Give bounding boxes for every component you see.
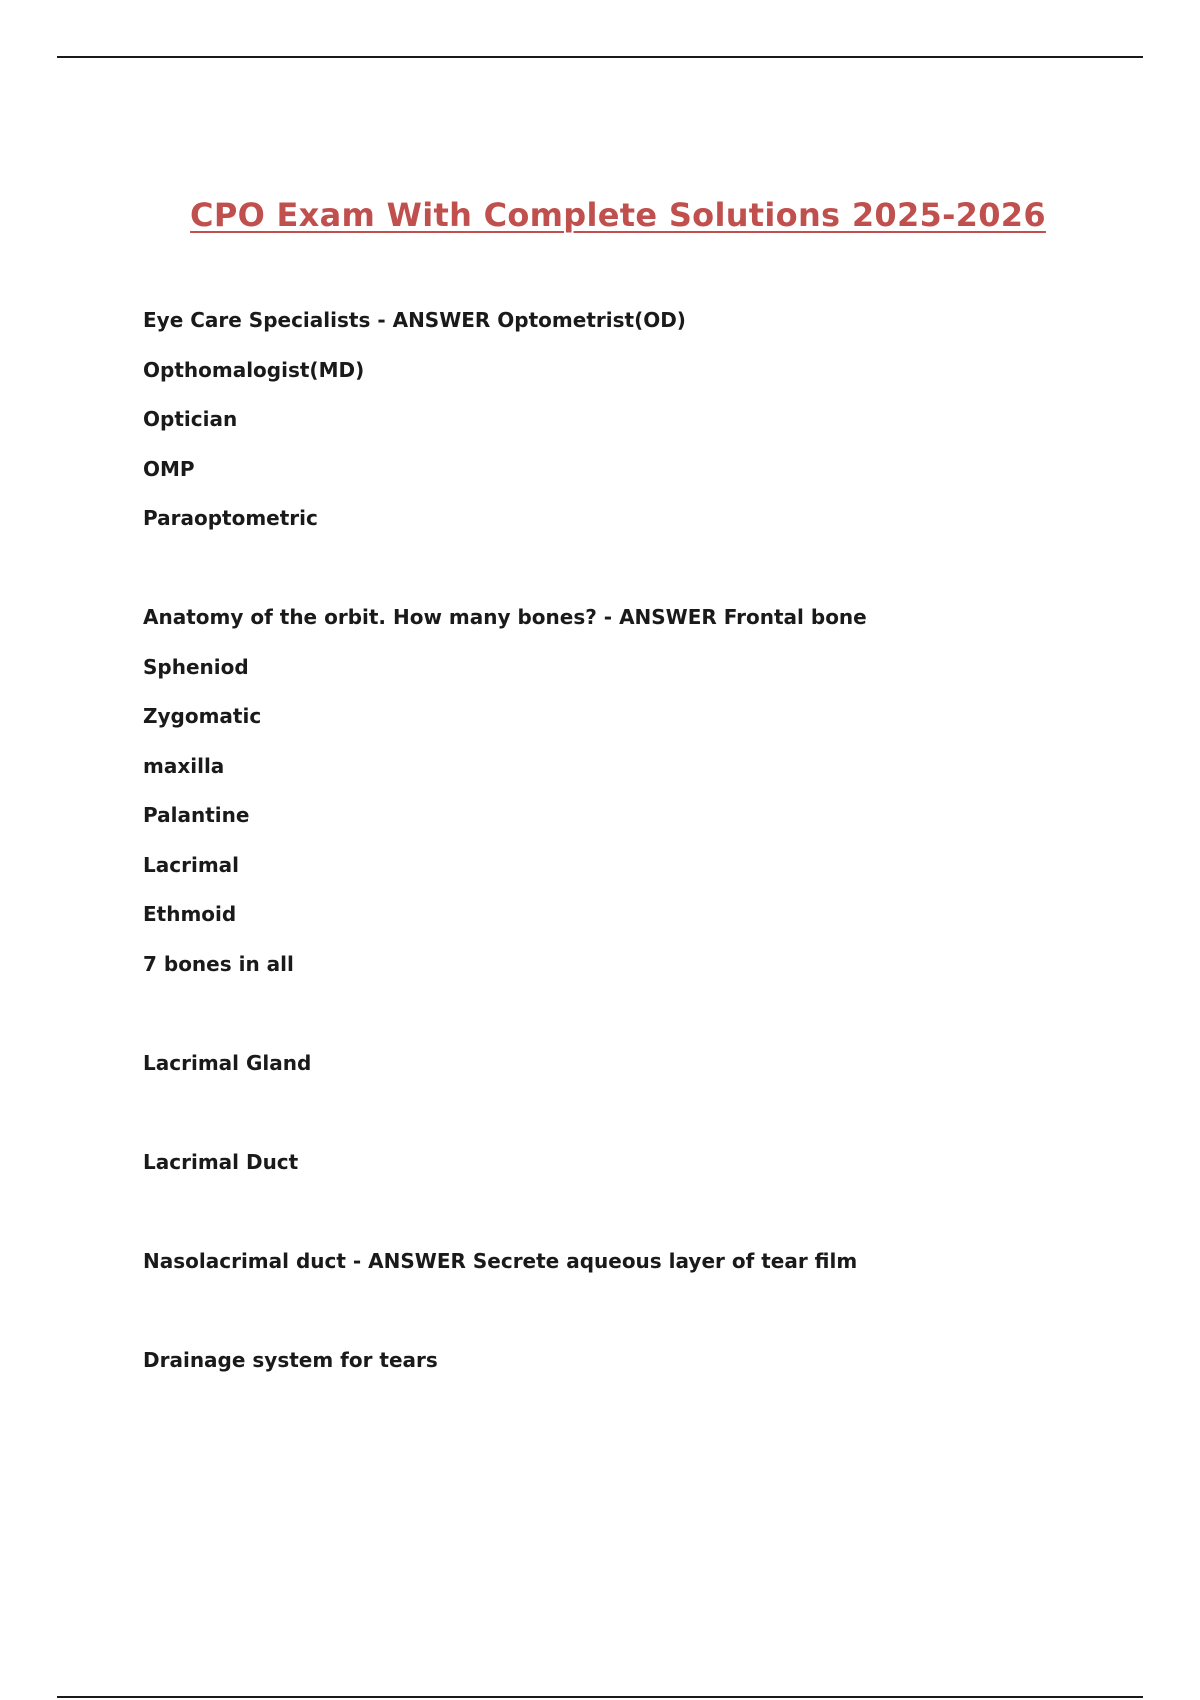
document-body bbox=[143, 310, 1143, 1399]
text-line: Palantine bbox=[143, 803, 250, 827]
text-line: Anatomy of the orbit. How many bones? - ANSWER Frontal bone bbox=[143, 605, 867, 629]
top-rule bbox=[57, 56, 1143, 58]
bottom-rule bbox=[57, 1696, 1143, 1698]
text-line: Lacrimal Duct bbox=[143, 1149, 299, 1174]
text-line: Ethmoid bbox=[143, 902, 237, 926]
text-line: Optician bbox=[143, 407, 238, 431]
text-line: Lacrimal Gland bbox=[143, 1050, 312, 1075]
text-line: 7 bones in all bbox=[143, 951, 294, 976]
text-line: Nasolacrimal duct - ANSWER Secrete aqueous layer of tear film bbox=[143, 1248, 858, 1273]
text-line: OMP bbox=[143, 456, 195, 481]
text-line: Drainage system for tears bbox=[143, 1347, 438, 1372]
text-line: Lacrimal bbox=[143, 852, 240, 877]
text-line: Spheniod bbox=[143, 654, 249, 679]
document-title: CPO Exam With Complete Solutions 2025-2026 bbox=[190, 196, 1046, 234]
text-line: Zygomatic bbox=[143, 704, 262, 728]
text-line: Eye Care Specialists - ANSWER Optometrist(OD) bbox=[143, 308, 686, 332]
text-line: Paraoptometric bbox=[143, 506, 318, 530]
text-line: maxilla bbox=[143, 753, 225, 778]
text-line: Opthomalogist(MD) bbox=[143, 357, 365, 382]
